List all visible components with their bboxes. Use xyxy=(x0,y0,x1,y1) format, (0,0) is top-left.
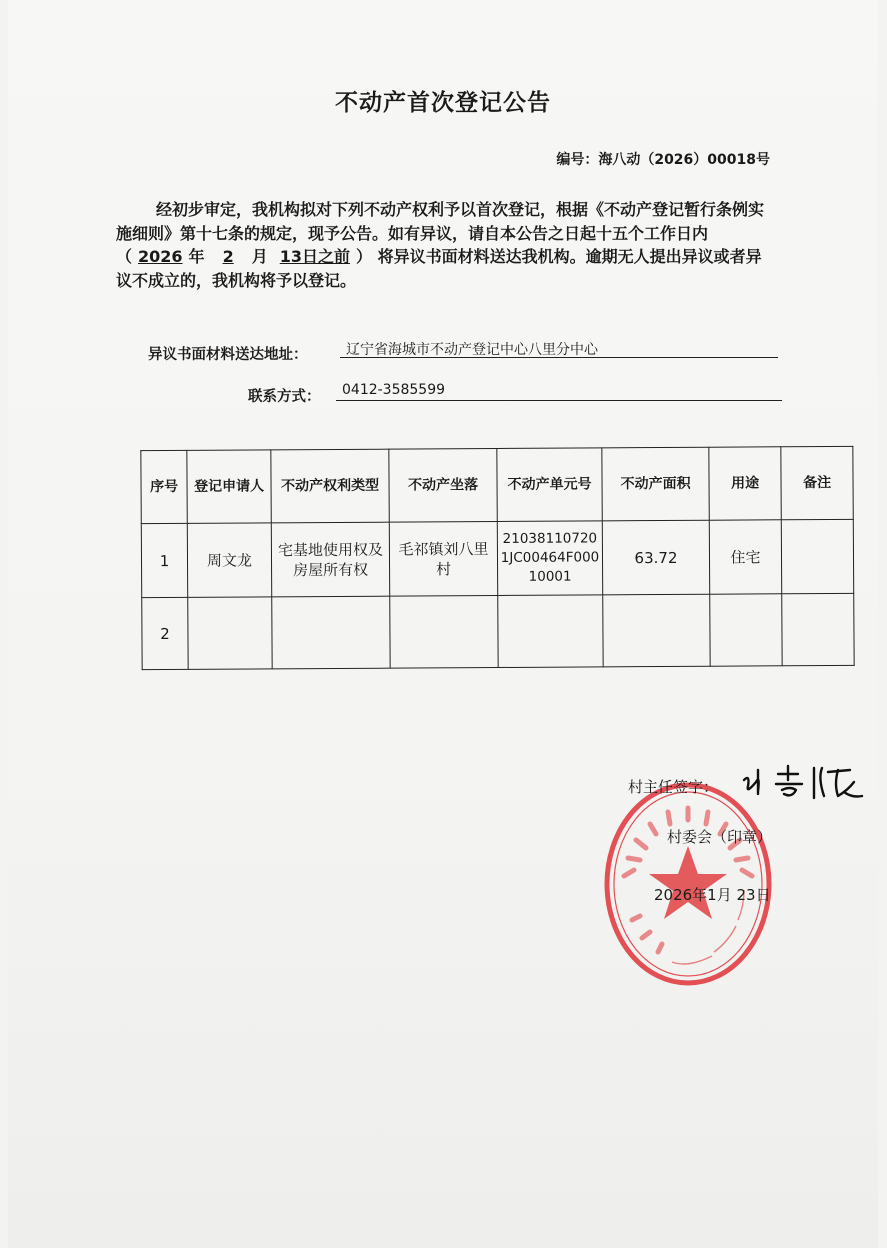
address-value: 辽宁省海城市不动产登记中心八里分中心 xyxy=(340,339,778,358)
document-number: 编号：海八动（2026）00018号 xyxy=(556,152,770,168)
cell-right-type: 宅基地使用权及房屋所有权 xyxy=(271,522,389,597)
address-label: 异议书面材料送达地址： xyxy=(148,347,308,363)
header-right-type: 不动产权利类型 xyxy=(271,449,389,523)
contact-label: 联系方式： xyxy=(248,389,321,405)
table-header-row xyxy=(141,446,853,523)
cell-area: 63.72 xyxy=(602,520,709,595)
cell-usage xyxy=(710,594,782,666)
village-committee-label: 村委会（印章） xyxy=(667,828,773,846)
table-row xyxy=(142,593,854,669)
cell-applicant: 周文龙 xyxy=(187,523,271,598)
header-area: 不动产面积 xyxy=(602,447,709,521)
cell-location: 毛祁镇刘八里村 xyxy=(389,522,497,597)
table-row xyxy=(141,519,853,597)
paragraph-start: 经初步审定，我机构拟对下列不动产权利予以首次登记，根据《不动产登记暂行条例实施细则》第十七条的规定，现予公告。如有异议，请自本公告之日起十五个工作日内（ xyxy=(116,200,765,266)
paragraph-text xyxy=(116,198,776,292)
header-applicant: 登记申请人 xyxy=(187,450,271,524)
document-page xyxy=(8,0,878,1248)
document-title: 不动产首次登记公告 xyxy=(335,90,551,116)
cell-unit-number xyxy=(498,595,603,668)
deadline-day: 13日之前 xyxy=(279,247,350,266)
header-unit-number: 不动产单元号 xyxy=(497,448,602,522)
cell-usage: 住宅 xyxy=(709,520,781,594)
cell-remarks xyxy=(781,519,853,593)
director-signature-label: 村主任签字： xyxy=(628,778,719,796)
cell-index: 2 xyxy=(142,597,188,669)
cell-index: 1 xyxy=(141,523,187,597)
cell-unit-number: 210381107201JC00464F00010001 xyxy=(497,521,602,596)
month-word: 月 xyxy=(251,247,268,266)
contact-value: 0412-3585599 xyxy=(336,382,782,401)
paragraph-end: ） 将异议书面材料送达我机构。逾期无人提出异议或者异议不成立的，我机构将予以登记。 xyxy=(116,247,762,290)
header-location: 不动产坐落 xyxy=(389,449,497,523)
handwritten-signature-icon xyxy=(740,762,870,802)
cell-right-type xyxy=(272,596,390,669)
header-index: 序号 xyxy=(141,450,187,523)
sign-date: 2026年1月 23日 xyxy=(654,886,771,904)
year-word: 年 xyxy=(188,247,205,266)
registration-table xyxy=(140,446,854,670)
cell-area xyxy=(603,594,710,667)
deadline-month: 2 xyxy=(222,247,234,266)
announcement-paragraph xyxy=(116,198,776,292)
deadline-year: 2026 xyxy=(138,247,183,266)
cell-applicant xyxy=(188,597,272,670)
cell-location xyxy=(390,595,498,668)
header-remarks: 备注 xyxy=(781,446,853,519)
cell-remarks xyxy=(782,593,854,665)
header-usage: 用途 xyxy=(709,447,781,520)
